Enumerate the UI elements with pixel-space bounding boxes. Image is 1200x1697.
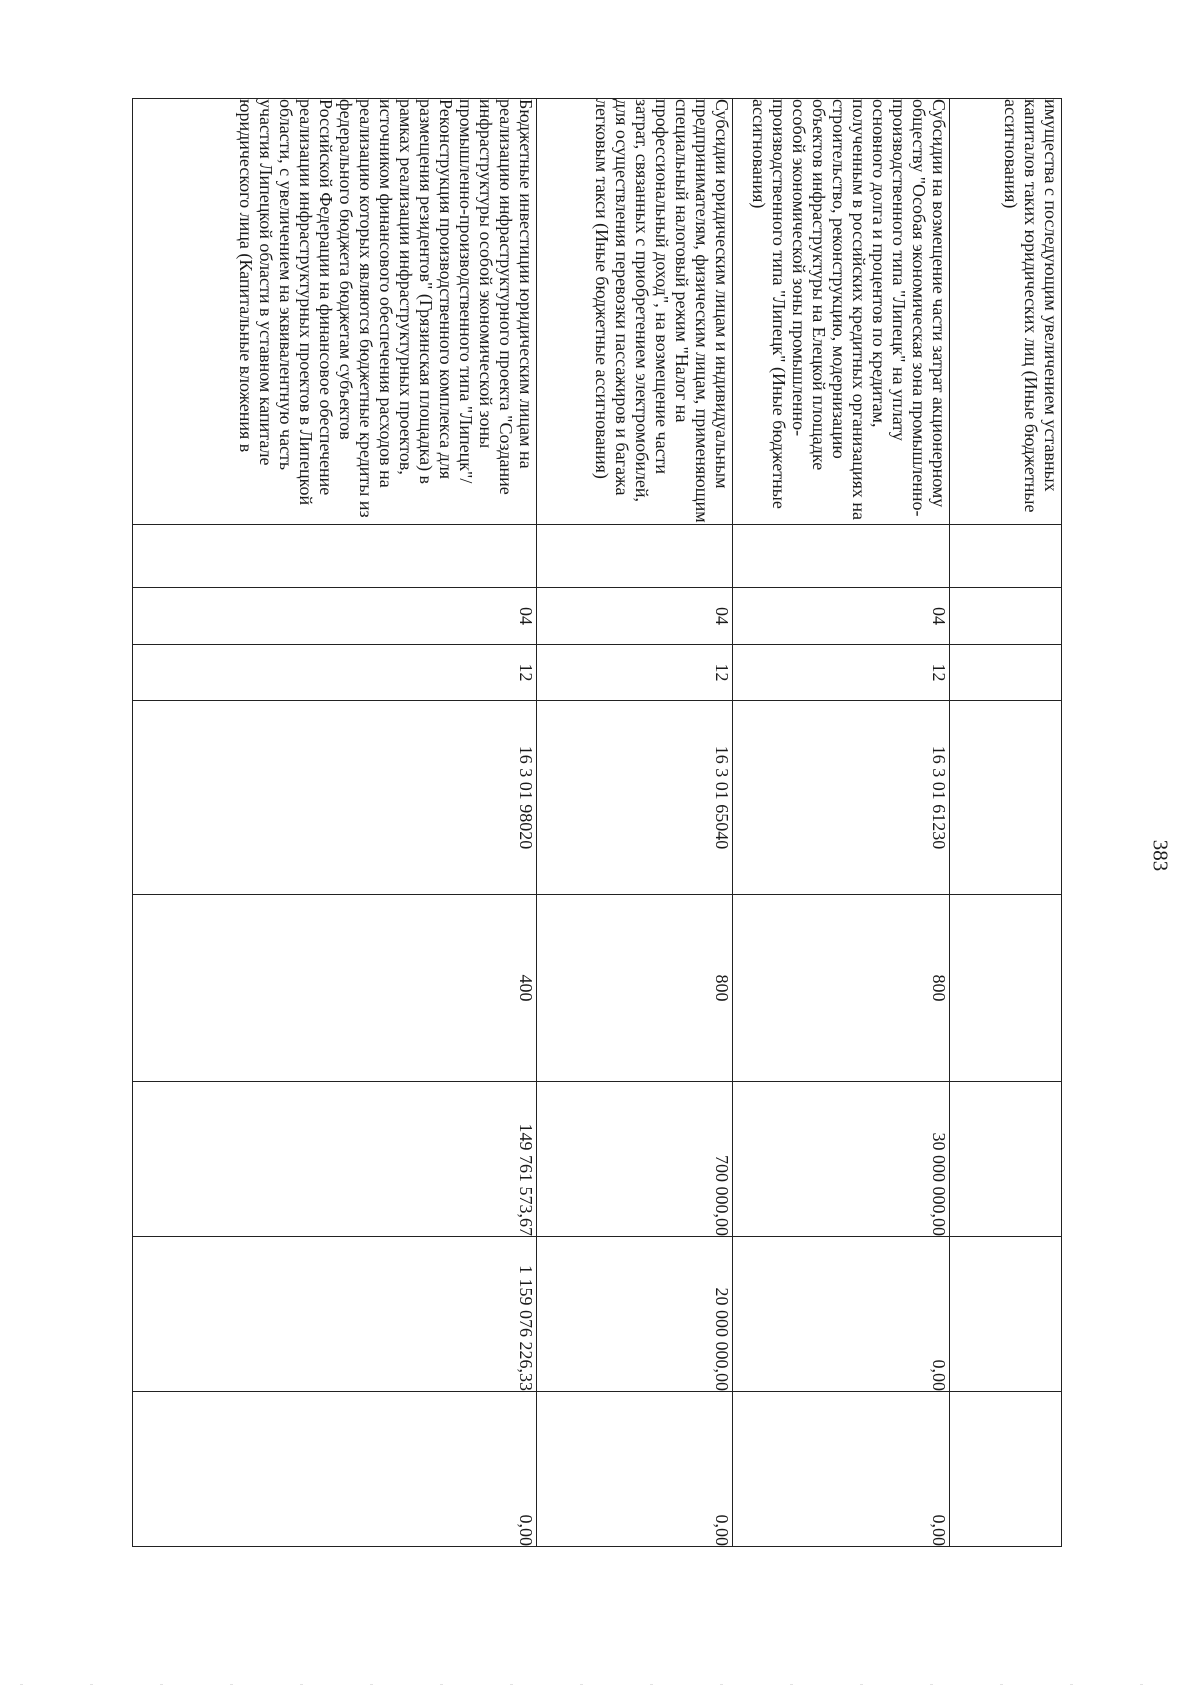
- section-code-cell: [950, 588, 1062, 645]
- amount-2022-cell: 30 000 000,00: [733, 1082, 950, 1237]
- row-description: Бюджетные инвестиции юридическим лицам на реализацию инфраструктурного проекта "Создание инфраструктуры особой экономической зоны промышленно-производственного типа "Липецк"/Реконструкция производственного комплекса для размещения резидентов" (Грязинская площадка) в рамках реализации инфраструктурных проектов, источником финансового обеспечения расходов на реализацию которых являются бюджетные кредиты из федерального бюджета бюджетам субъектов Российской Федерации на финансовое обеспечение реализации инфраструктурных проектов в Липецкой области, с увеличением на эквивалентную часть участия Липецкой области в уставном капитале юридического лица (Капитальные вложения в: [133, 99, 537, 525]
- amount-2023-cell: [950, 1237, 1062, 1392]
- row-description: Субсидии на возмещение части затрат акционерному обществу "Особая экономическая зона промышленно-производственного типа "Липецк" на уплату основного долга и процентов по кредитам, полученным в российских кредитных организациях на строительство, реконструкцию, модернизацию объектов инфраструктуры на Елецкой площадке особой экономической зоны промышленно-производственного типа "Липецк" (Иные бюджетные ассигнования): [733, 99, 950, 525]
- amount-2023-cell: 20 000 000,00: [537, 1237, 733, 1392]
- ministry-code-cell: [733, 525, 950, 588]
- ministry-code-cell: [537, 525, 733, 588]
- section-code-cell: 04: [537, 588, 733, 645]
- scan-artifact-line: [20, 1684, 1180, 1685]
- amount-2024-cell: [950, 1392, 1062, 1547]
- row-description: имущества с последующим увеличением уставных капиталов таких юридических лиц (Иные бюджетные ассигнования): [950, 99, 1062, 525]
- amount-2023-cell: 0,00: [733, 1237, 950, 1392]
- ministry-code-cell: [133, 525, 537, 588]
- expense-type-cell: [950, 895, 1062, 1082]
- amount-2024-cell: 0,00: [133, 1392, 537, 1547]
- amount-2024-cell: 0,00: [537, 1392, 733, 1547]
- budget-table: [132, 98, 1062, 1547]
- subsection-code-cell: [950, 645, 1062, 701]
- article-code-cell: 16 3 01 61230: [733, 701, 950, 895]
- amount-2024-cell: 0,00: [733, 1392, 950, 1547]
- expense-type-cell: 800: [733, 895, 950, 1082]
- amount-2023-cell: 1 159 076 226,33: [133, 1237, 537, 1392]
- table-row: [733, 99, 950, 1547]
- table-row: [950, 99, 1062, 1547]
- section-code-cell: 04: [733, 588, 950, 645]
- amount-2022-cell: 149 761 573,67: [133, 1082, 537, 1237]
- page-number: 383: [1148, 839, 1173, 872]
- row-description: Субсидии юридическим лицам и индивидуальным предпринимателям, физическим лицам, применяющим специальный налоговый режим "Налог на профессиональный доход", на возмещение части затрат, связанных с приобретением электромобилей, для осуществления перевозки пассажиров и багажа легковым такси (Иные бюджетные ассигнования): [537, 99, 733, 525]
- section-code-cell: 04: [133, 588, 537, 645]
- rotated-table-container: [132, 98, 1062, 1546]
- expense-type-cell: 400: [133, 895, 537, 1082]
- table-row: [133, 99, 537, 1547]
- ministry-code-cell: [950, 525, 1062, 588]
- article-code-cell: [950, 701, 1062, 895]
- amount-2022-cell: [950, 1082, 1062, 1237]
- expense-type-cell: 800: [537, 895, 733, 1082]
- subsection-code-cell: 12: [537, 645, 733, 701]
- article-code-cell: 16 3 01 65040: [537, 701, 733, 895]
- table-row: [537, 99, 733, 1547]
- subsection-code-cell: 12: [733, 645, 950, 701]
- article-code-cell: 16 3 01 98020: [133, 701, 537, 895]
- subsection-code-cell: 12: [133, 645, 537, 701]
- amount-2022-cell: 700 000,00: [537, 1082, 733, 1237]
